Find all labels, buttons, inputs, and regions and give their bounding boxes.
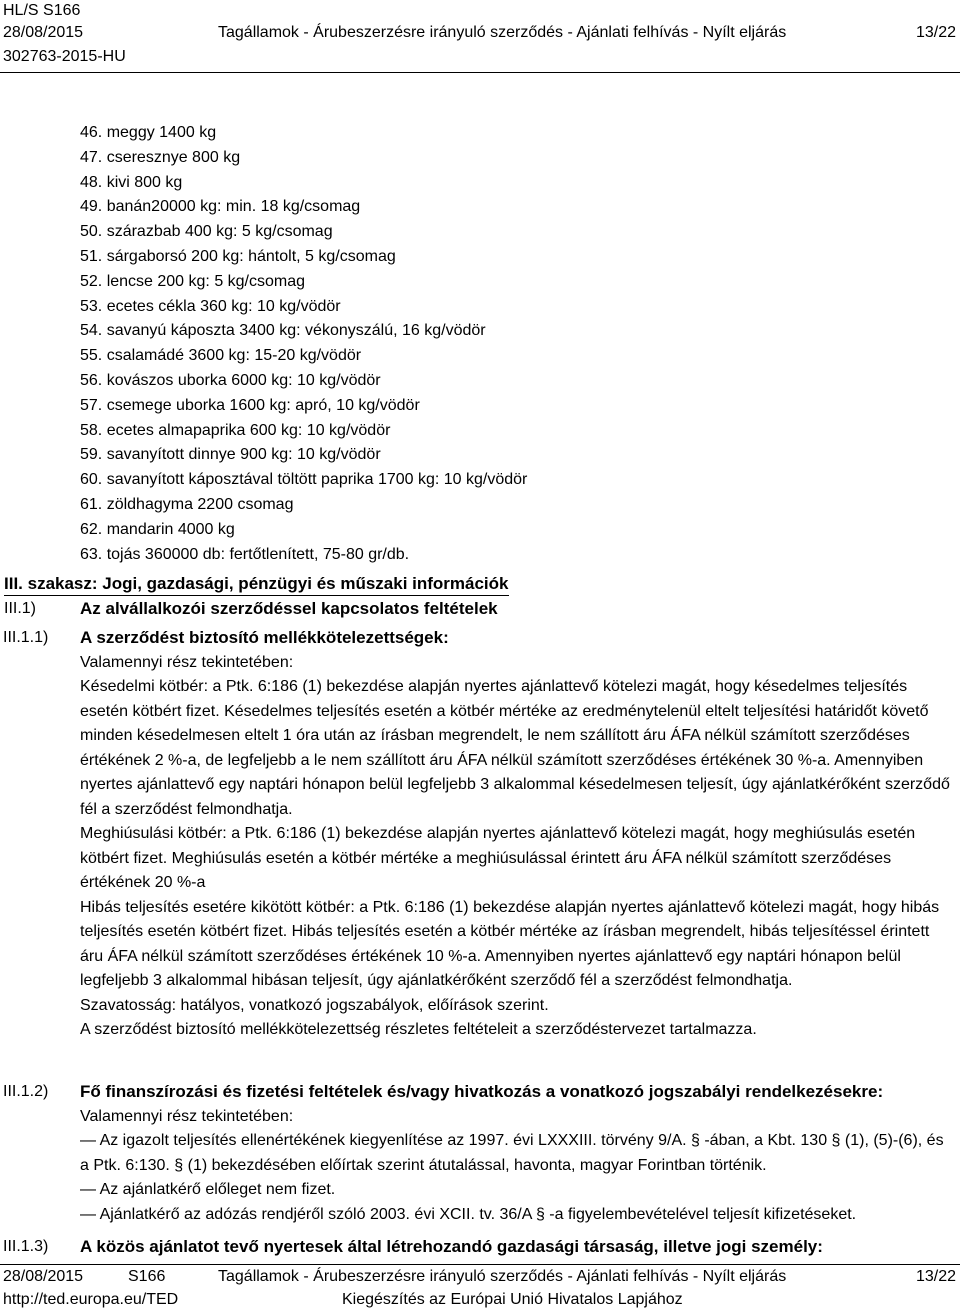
list-item: 58. ecetes almapaprika 600 kg: 10 kg/vödör (80, 421, 391, 439)
list-item: 55. csalamádé 3600 kg: 15-20 kg/vödör (80, 347, 362, 365)
footer-title: Tagállamok - Árubeszerzésre irányuló szerződés - Ajánlati felhívás - Nyílt eljárás (218, 1268, 787, 1285)
s2-line: — Az ajánlatkérő előleget nem fizet. (80, 1181, 336, 1198)
s2-title: Fő finanszírozási és fizetési feltételek és/vagy hivatkozás a vonatkozó jogszabályi rendelkezésekre: (80, 1082, 884, 1101)
list-item: 47. cseresznye 800 kg (80, 148, 241, 166)
header-page-number: 13/22 (915, 24, 956, 41)
footer-supplement: Kiegészítés az Európai Unió Hivatalos Lapjához (342, 1291, 683, 1308)
page-footer (0, 1264, 960, 1311)
s2-line: Valamennyi rész tekintetében: (80, 1107, 294, 1125)
s1-line: Hibás teljesítés esetére kikötött kötbér: a Ptk. 6:186 (1) bekezdése alapján nyertes ajánlattevő kötelezi magát, hogy hibás teljesítés esetén kötbért fizet. Hibás teljesítés esetén a kötbér mértéke az írásban megrendelt, hibás teljesítéssel érintett áru ÁFA nélkül számított szerződéses értékének 10 %-a. Amennyiben nyertes ajánlattevő egy naptári hónapon belül legfeljebb 3 alkalommal hibásan teljesít, úgy ajánlatkérőként szerződő fél a szerződést felmondhatja. (80, 898, 940, 989)
s3-content (80, 1235, 952, 1260)
footer-series: S166 (128, 1268, 166, 1285)
list-item: 46. meggy 1400 kg (80, 124, 217, 141)
s2-content (80, 1080, 952, 1227)
list-item: 61. zöldhagyma 2200 csomag (80, 495, 294, 513)
footer-date: 28/08/2015 (3, 1268, 84, 1285)
header-date: 28/08/2015 (3, 24, 84, 41)
s2-line: — Az igazolt teljesítés ellenértékének kiegyenlítése az 1997. évi LXXXIII. törvény 9/A. § -ában, a Kbt. 130 § (1), (5)-(6), és a Ptk. 6:130. § (1) bekezdésében előírtak szerint átutalással, havonta, magyar Forintban történik. (80, 1132, 944, 1174)
s1-line: Meghiúsulási kötbér: a Ptk. 6:186 (1) bekezdése alapján nyertes ajánlattevő kötelezi magát, hogy meghiúsulás esetén kötbért fizet. Meghiúsulás esetén a kötbér mértéke a meghiúsulással érintett áru ÁFA nélkül számított szerződéses értékének 20 %-a (80, 825, 916, 891)
list-item: 56. kovászos uborka 6000 kg: 10 kg/vödör (80, 371, 381, 389)
subsection-number: III.1) (4, 600, 37, 617)
s1-number: III.1.1) (3, 629, 49, 646)
list-item: 50. szárazbab 400 kg: 5 kg/csomag (80, 223, 333, 241)
list-item: 62. mandarin 4000 kg (80, 520, 235, 538)
s3-number: III.1.3) (3, 1238, 49, 1255)
s2-number: III.1.2) (3, 1083, 49, 1100)
list-item: 57. csemege uborka 1600 kg: apró, 10 kg/vödör (80, 396, 420, 414)
subsection-title: Az alvállalkozói szerződéssel kapcsolatos feltételek (80, 599, 498, 618)
s1-line: A szerződést biztosító mellékkötelezettség részletes feltételeit a szerződéstervezet tartalmazza. (80, 1021, 757, 1038)
list-item: 53. ecetes cékla 360 kg: 10 kg/vödör (80, 297, 341, 315)
item-list (80, 121, 527, 567)
s1-line: Késedelmi kötbér: a Ptk. 6:186 (1) bekezdése alapján nyertes ajánlattevő kötelezi magát, hogy késedelmes teljesítés esetén kötbért fizet. Késedelmes teljesítés esetén a kötbér mértéke az eredménytelenül eltelt teljesítési határidőt követő minden késedelmesen eltelt 1 óra után az írásban megrendelt, le nem szállított áru ÁFA nélkül számított szerződéses értékének 2 %-a, de legfeljebb a le nem szállított áru ÁFA nélkül számított szerződéses értékének 30 %-a. Amennyiben nyertes ajánlattevő egy naptári hónapon belül legfeljebb 3 alkalommal késedelmesen teljesít, úgy ajánlatkérőként szerződő fél a szerződést felmondhatja. (80, 678, 950, 818)
header-reference: 302763-2015-HU (3, 48, 126, 65)
footer-page-number: 13/22 (915, 1268, 956, 1285)
s3-title: A közös ajánlatot tevő nyertesek által létrehozandó gazdasági társaság, illetve jogi személy: (80, 1237, 823, 1256)
footer-divider (0, 1264, 960, 1265)
section-title: III. szakasz: Jogi, gazdasági, pénzügyi és műszaki információk (4, 573, 509, 596)
footer-url[interactable]: http://ted.europa.eu/TED (3, 1291, 179, 1308)
s2-line: — Ajánlatkérő az adózás rendjéről szóló 2003. évi XCII. tv. 36/A § -a figyelembevételével teljesít kifizetéseket. (80, 1205, 857, 1223)
list-item: 60. savanyított káposztával töltött paprika 1700 kg: 10 kg/vödör (80, 471, 528, 489)
list-item: 63. tojás 360000 db: fertőtlenített, 75-80 gr/db. (80, 545, 410, 563)
page-header (0, 0, 960, 72)
s1-line: Valamennyi rész tekintetében: (80, 653, 294, 671)
list-item: 51. sárgaborsó 200 kg: hántolt, 5 kg/csomag (80, 247, 396, 265)
s1-line: Szavatosság: hatályos, vonatkozó jogszabályok, előírások szerint. (80, 996, 549, 1014)
s1-title: A szerződést biztosító mellékkötelezettségek: (80, 628, 449, 647)
list-item: 54. savanyú káposzta 3400 kg: vékonyszálú, 16 kg/vödör (80, 322, 486, 340)
header-divider (0, 72, 960, 73)
list-item: 49. banán20000 kg: min. 18 kg/csomag (80, 198, 361, 216)
header-title: Tagállamok - Árubeszerzésre irányuló szerződés - Ajánlati felhívás - Nyílt eljárás (218, 24, 787, 41)
list-item: 52. lencse 200 kg: 5 kg/csomag (80, 272, 306, 290)
s1-content (80, 626, 952, 1043)
doc-type: HL/S S166 (3, 2, 81, 19)
list-item: 48. kivi 800 kg (80, 173, 183, 191)
list-item: 59. savanyított dinnye 900 kg: 10 kg/vödör (80, 446, 381, 464)
